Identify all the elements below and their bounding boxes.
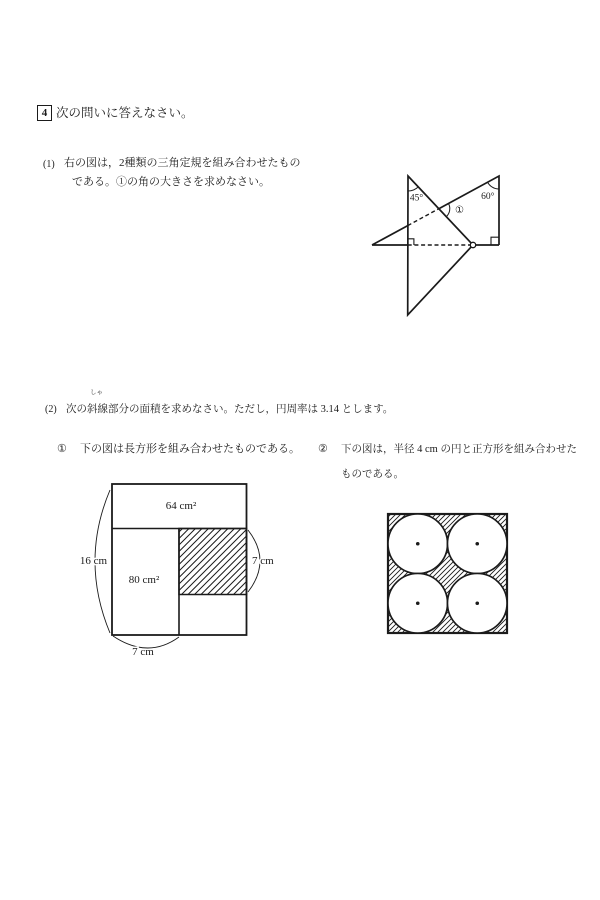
- problem-header-text: 次の問いに答えなさい。: [56, 106, 194, 120]
- circles-in-square-figure: [385, 510, 513, 638]
- q2-sub2-label: ②: [318, 443, 328, 455]
- center-dot: [475, 542, 479, 546]
- angle-60-label: 60°: [481, 192, 495, 202]
- q1-text-line2: である。①の角の大きさを求めなさい。: [72, 176, 270, 188]
- q2-text: 次の斜線部分の面積を求めなさい。ただし，円周率は 3.14 とします。: [66, 404, 394, 415]
- dim-right-label: 7 cm: [252, 555, 274, 567]
- dim-left-label: 16 cm: [79, 555, 108, 567]
- right-angle-marker-right: [491, 237, 499, 245]
- q2-sub1-text: 下の図は長方形を組み合わせたものである。: [80, 443, 300, 455]
- center-dot: [416, 542, 420, 546]
- q2-sub1-label: ①: [57, 443, 67, 455]
- q2-label: (2): [45, 404, 57, 415]
- center-dot: [416, 601, 420, 605]
- angle-45-label: 45°: [409, 193, 424, 204]
- dim-bottom-label: 7 cm: [132, 646, 154, 658]
- angle-unknown-label: ①: [455, 205, 464, 216]
- problem-number-box: 4: [37, 105, 52, 121]
- area-left-label: 80 cm²: [128, 574, 160, 586]
- right-angle-marker-left: [408, 239, 414, 245]
- center-dot: [475, 601, 479, 605]
- q2-sub2-text-line1: 下の図は，半径 4 cm の円と正方形を組み合わせた: [341, 444, 577, 455]
- vertex-circle-marker: [470, 242, 475, 247]
- rectangles-figure: [75, 480, 290, 670]
- q2-sub2-text-line2: ものである。: [341, 469, 404, 480]
- q1-text-line1: 右の図は，2種類の三角定規を組み合わせたもの: [64, 157, 301, 169]
- triangle-rulers-figure: [365, 165, 510, 325]
- q2-furigana: しゃ: [90, 389, 103, 396]
- shaded-rectangle: [179, 529, 247, 595]
- area-top-label: 64 cm²: [165, 500, 197, 512]
- q1-label: (1): [43, 159, 55, 170]
- ruler-60-outline: [372, 176, 499, 245]
